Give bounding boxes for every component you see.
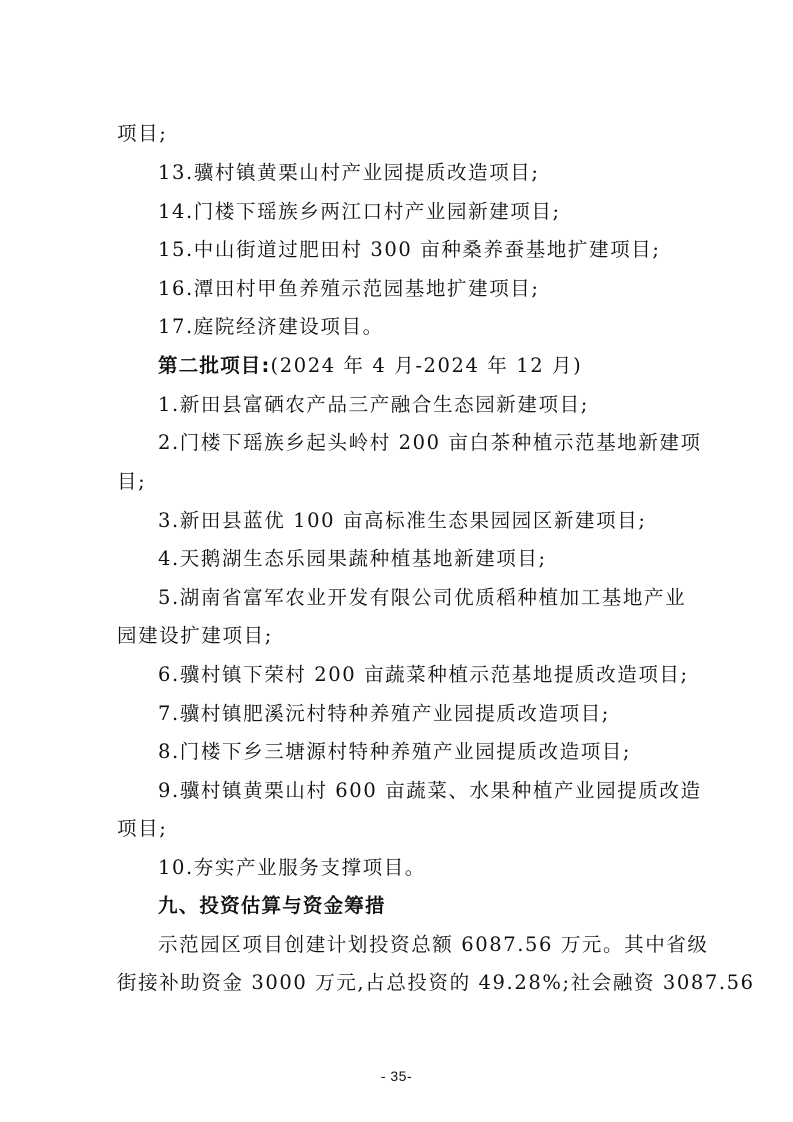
list-item: 8.门楼下乡三塘源村特种养殖产业园提质改造项目; — [158, 740, 632, 763]
list-item: 6.骥村镇下荣村 200 亩蔬菜种植示范基地提质改造项目; — [158, 663, 689, 686]
list-item-continuation: 目; — [117, 470, 147, 493]
list-item: 2.门楼下瑶族乡起头岭村 200 亩白茶种植示范基地新建项 — [158, 431, 702, 454]
list-item: 14.门楼下瑶族乡两江口村产业园新建项目; — [158, 200, 561, 223]
batch2-label: 第二批项目: — [158, 354, 271, 377]
list-item-continuation: 项目; — [117, 817, 168, 840]
list-item: 4.天鹅湖生态乐园果蔬种植基地新建项目; — [158, 547, 547, 570]
section-9-title: 九、投资估算与资金筹措 — [158, 894, 386, 917]
list-item: 5.湖南省富军农业开发有限公司优质稻种植加工基地产业 — [158, 586, 687, 609]
list-item: 15.中山街道过肥田村 300 亩种桑养蚕基地扩建项目; — [158, 238, 661, 261]
batch2-period: (2024 年 4 月-2024 年 12 月) — [270, 354, 583, 377]
list-item-continuation: 园建设扩建项目; — [117, 624, 273, 647]
paragraph-line: 街接补助资金 3000 万元,占总投资的 49.28%;社会融资 3087.56 — [117, 971, 755, 994]
list-item: 7.骥村镇肥溪沅村特种养殖产业园提质改造项目; — [158, 702, 610, 725]
list-item: 1.新田县富硒农产品三产融合生态园新建项目; — [158, 393, 589, 416]
batch2-heading — [158, 349, 738, 383]
list-item: 16.潭田村甲鱼养殖示范园基地扩建项目; — [158, 277, 540, 300]
list-item: 13.骥村镇黄栗山村产业园提质改造项目; — [158, 161, 540, 184]
list-item: 3.新田县蓝优 100 亩高标准生态果园园区新建项目; — [158, 509, 647, 532]
text-line: 项目; — [117, 122, 168, 145]
list-item: 9.骥村镇黄栗山村 600 亩蔬菜、水果种植产业园提质改造 — [158, 779, 702, 802]
paragraph-line: 示范园区项目创建计划投资总额 6087.56 万元。其中省级 — [158, 933, 709, 956]
list-item: 10.夯实产业服务支撑项目。 — [158, 856, 426, 879]
list-item: 17.庭院经济建设项目。 — [158, 315, 384, 338]
page-number: - 35- — [380, 1068, 413, 1084]
